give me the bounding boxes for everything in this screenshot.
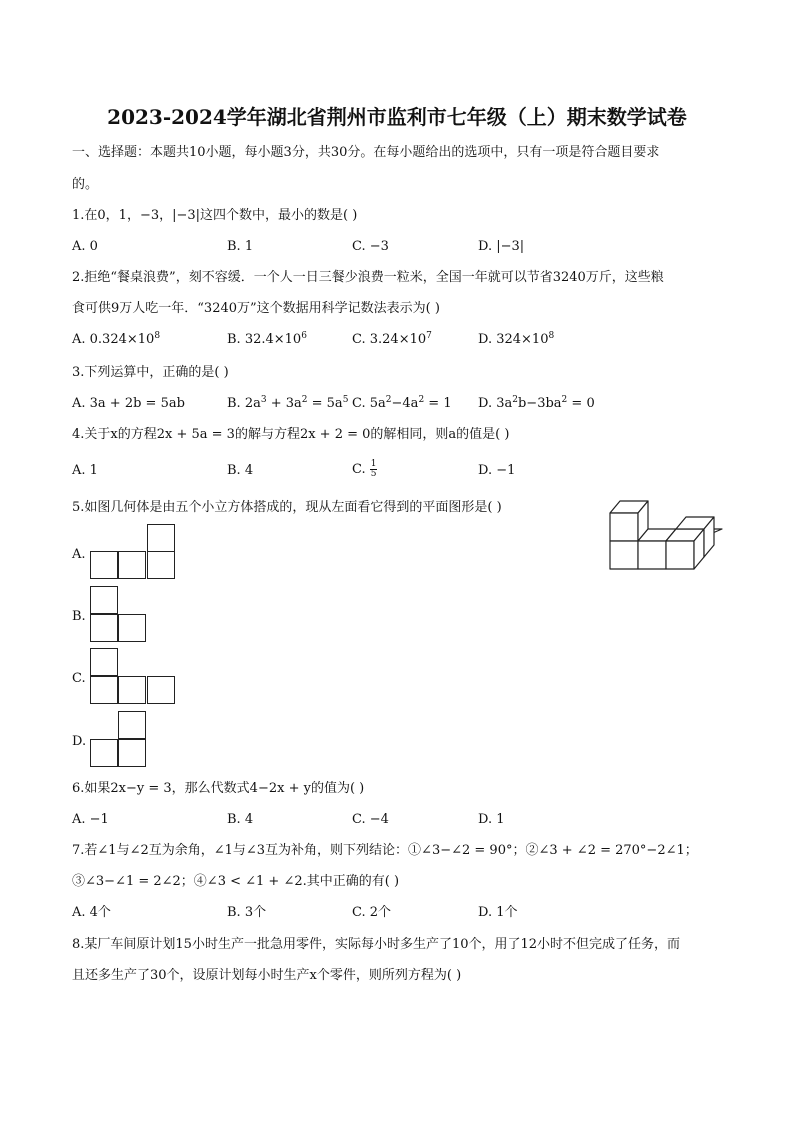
- q5-stem: 5.如图几何体是由五个小立方体搭成的，现从左面看它得到的平面图形是( ): [72, 500, 502, 515]
- q4-stem: 4.关于x的方程2x + 5a = 3的解与方程2x + 2 = 0的解相同，则a的值是( ): [72, 427, 510, 442]
- page-title: 2023-2024学年湖北省荆州市监利市七年级（上）期末数学试卷: [107, 105, 687, 129]
- q5-option-b-figure: [90, 586, 150, 646]
- q5-label-c: C.: [72, 671, 86, 686]
- q6-option-a: A. −1: [72, 812, 109, 827]
- q2-option-a: A. $0.324\times 10^8$: [72, 331, 161, 347]
- cube-solid-figure: [604, 496, 728, 576]
- q5-option-a-figure: [90, 524, 180, 584]
- q2-option-b: B. $32.4\times 10^6$: [227, 331, 307, 347]
- q1-option-c: C. −3: [352, 239, 389, 254]
- q5-option-d-figure: [90, 711, 150, 771]
- q7-option-a: A. 4个: [72, 905, 111, 920]
- q1-option-d: D. |−3|: [478, 239, 525, 254]
- q5-label-b: B.: [72, 609, 86, 624]
- fraction: $\frac{1}{5}$: [370, 459, 377, 479]
- q6-option-b: B. 4: [227, 812, 254, 827]
- section-heading-line2: 的。: [72, 177, 99, 192]
- q6-option-d: D. 1: [478, 812, 505, 827]
- q3-option-b: B. $2a^3 + 3a^2 = 5a^5$: [227, 395, 349, 411]
- q4-option-d: D. −1: [478, 463, 516, 478]
- q1-stem: 1.在0，1，−3，|−3|这四个数中，最小的数是( ): [72, 208, 358, 223]
- q7-stem-line1: 7.若∠1与∠2互为余角，∠1与∠3互为补角，则下列结论：①∠3−∠2 = 90°；②∠3 + ∠2 = 270°−2∠1；: [72, 843, 698, 858]
- q4-option-a: A. 1: [72, 463, 98, 478]
- q7-stem-line2: ③∠3−∠1 = 2∠2；④∠3 < ∠1 + ∠2.其中正确的有( ): [72, 874, 400, 889]
- q6-option-c: C. −4: [352, 812, 389, 827]
- q4-option-c: C. $\frac{1}{5}$: [352, 459, 377, 479]
- q5-label-a: A.: [72, 547, 86, 562]
- q1-option-b: B. 1: [227, 239, 254, 254]
- q3-stem: 3.下列运算中，正确的是( ): [72, 365, 229, 380]
- q7-option-b: B. 3个: [227, 905, 267, 920]
- q1-option-a: A. 0: [72, 239, 98, 254]
- q5-option-c-figure: [90, 648, 180, 708]
- section-heading-line1: 一、选择题：本题共10小题，每小题3分，共30分。在每小题给出的选项中，只有一项是符合题目要求: [72, 145, 660, 160]
- q6-stem: 6.如果2x−y = 3，那么代数式4−2x + y的值为( ): [72, 781, 365, 796]
- q2-stem-line1: 2.拒绝“餐桌浪费”，刻不容缓．一个人一日三餐少浪费一粒米，全国一年就可以节省3240万斤，这些粮: [72, 270, 664, 285]
- q8-stem-line2: 且还多生产了30个，设原计划每小时生产x个零件，则所列方程为( ): [72, 968, 462, 983]
- q2-option-c: C. $3.24\times 10^7$: [352, 331, 432, 347]
- q8-stem-line1: 8.某厂车间原计划15小时生产一批急用零件，实际每小时多生产了10个，用了12小时不但完成了任务，而: [72, 937, 681, 952]
- q3-option-d: D. $3a^2b-3ba^2 = 0$: [478, 395, 595, 411]
- q4-option-b: B. 4: [227, 463, 254, 478]
- q3-option-a: A. 3a + 2b = 5ab: [72, 396, 185, 411]
- q2-stem-line2: 食可供9万人吃一年．“3240万”这个数据用科学记数法表示为( ): [72, 301, 440, 316]
- q5-label-d: D.: [72, 734, 87, 749]
- q7-option-d: D. 1个: [478, 905, 518, 920]
- q7-option-c: C. 2个: [352, 905, 392, 920]
- q2-option-d: D. $324\times 10^8$: [478, 331, 555, 347]
- q3-option-c: C. $5a^2-4a^2 = 1$: [352, 395, 452, 411]
